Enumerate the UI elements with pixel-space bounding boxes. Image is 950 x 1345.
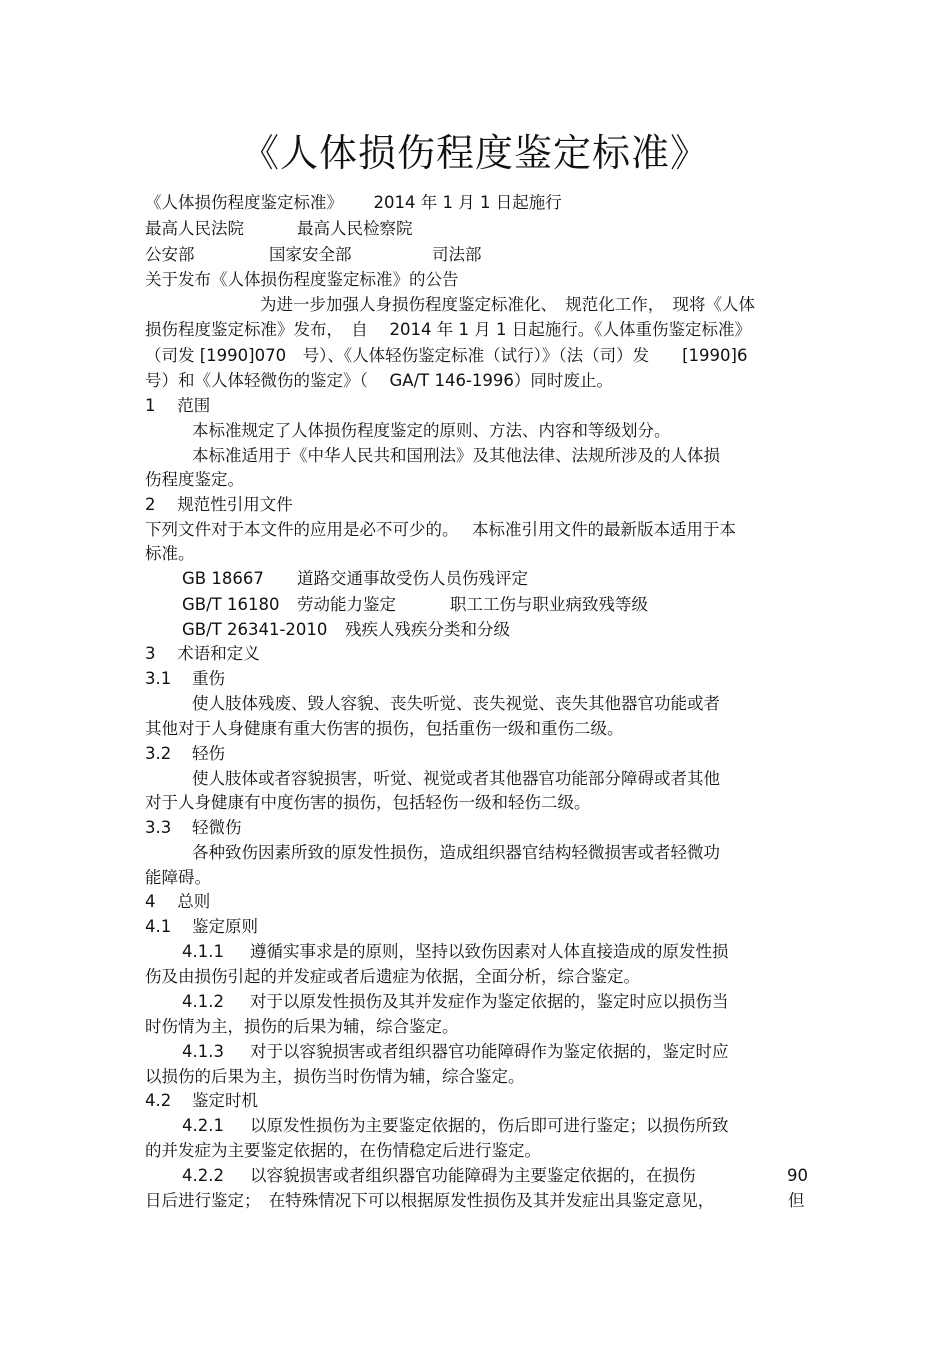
reference-title: 劳动能力鉴定: [297, 595, 396, 614]
paragraph-line: 下列文件对于本文件的应用是必不可少的。 本标准引用文件的最新版本适用于本: [145, 520, 736, 539]
document-title: 《人体损伤程度鉴定标准》: [240, 131, 709, 175]
subsection-name: 鉴定原则: [192, 917, 258, 936]
section-heading: 1 范围: [145, 396, 211, 415]
standard-name: 《人体损伤程度鉴定标准》: [145, 193, 343, 212]
paragraph-line-end: 但: [788, 1191, 805, 1210]
paragraph-line: 时伤情为主，损伤的后果为辅，综合鉴定。: [145, 1017, 459, 1036]
paragraph-line-end: 90: [787, 1166, 808, 1185]
paragraph-line: 伤程度鉴定。: [145, 470, 244, 489]
term-name: 轻伤: [192, 744, 225, 763]
paragraph-line: 日后进行鉴定； 在特殊情况下可以根据原发性损伤及其并发症出具鉴定意见，: [145, 1191, 715, 1210]
notice-line: 为进一步加强人身损伤程度鉴定标准化、 规范化工作， 现将《人体: [260, 295, 755, 314]
issuer-court: 最高人民法院: [145, 219, 244, 238]
paragraph-line: 本标准适用于《中华人民共和国刑法》及其他法律、法规所涉及的人体损: [192, 446, 720, 465]
clause-number: 4.2.1: [182, 1116, 224, 1135]
clause-number: 4.2.2: [182, 1166, 224, 1185]
reference-code: GB/T 26341-2010: [182, 620, 328, 639]
paragraph-line: 标准。: [145, 544, 195, 563]
subsection-number: 4.2: [145, 1091, 172, 1110]
term-number: 3.3: [145, 818, 172, 837]
issuer-state-security: 国家安全部: [269, 245, 352, 264]
standard-line: [145, 192, 562, 214]
paragraph-line: 伤及由损伤引起的并发症或者后遗症为依据，全面分析，综合鉴定。: [145, 967, 640, 986]
section-heading: 4 总则: [145, 892, 211, 911]
subsection-name: 鉴定时机: [192, 1091, 258, 1110]
term-number: 3.1: [145, 669, 172, 688]
paragraph-line: 对于以原发性损伤及其并发症作为鉴定依据的，鉴定时应以损伤当: [250, 992, 729, 1011]
reference-title: 道路交通事故受伤人员伤残评定: [297, 569, 528, 588]
term-name: 重伤: [192, 669, 225, 688]
paragraph-line: 以损伤的后果为主，损伤当时伤情为辅，综合鉴定。: [145, 1067, 525, 1086]
issuer-procuratorate: 最高人民检察院: [297, 219, 413, 238]
issuer-justice: 司法部: [432, 245, 482, 264]
paragraph-line: 对于人身健康有中度伤害的损伤，包括轻伤一级和轻伤二级。: [145, 793, 591, 812]
paragraph-line: 遵循实事求是的原则，坚持以致伤因素对人体直接造成的原发性损: [250, 942, 729, 961]
term-name: 轻微伤: [192, 818, 242, 837]
term-number: 3.2: [145, 744, 172, 763]
issuer-public-security: 公安部: [145, 245, 195, 264]
notice-line: 损伤程度鉴定标准》发布， 自 2014 年 1 月 1 日起施行。《人体重伤鉴定标准》: [145, 320, 751, 339]
notice-line: 号）和《人体轻微伤的鉴定》（ GA/T 146-1996）同时废止。: [145, 371, 613, 390]
effective-date: 2014 年 1 月 1 日起施行: [373, 193, 562, 212]
reference-code: GB/T 16180: [182, 595, 280, 614]
reference-title: 残疾人残疾分类和分级: [345, 620, 510, 639]
paragraph-line: 使人肢体或者容貌损害，听觉、视觉或者其他器官功能部分障碍或者其他: [192, 769, 720, 788]
subsection-number: 4.1: [145, 917, 172, 936]
paragraph-line: 以原发性损伤为主要鉴定依据的，伤后即可进行鉴定；以损伤所致: [250, 1116, 729, 1135]
reference-title: 职工工伤与职业病致残等级: [450, 595, 648, 614]
paragraph-line: 能障碍。: [145, 868, 211, 887]
paragraph-line: 其他对于人身健康有重大伤害的损伤，包括重伤一级和重伤二级。: [145, 719, 624, 738]
clause-number: 4.1.2: [182, 992, 224, 1011]
reference-code: GB 18667: [182, 569, 264, 588]
paragraph-line: 使人肢体残废、毁人容貌、丧失听觉、丧失视觉、丧失其他器官功能或者: [192, 694, 720, 713]
notice-line: （司发 [1990]070 号）、《人体轻伤鉴定标准（试行）》（法（司）发 [1990]6: [145, 346, 748, 365]
paragraph-line: 本标准规定了人体损伤程度鉴定的原则、方法、内容和等级划分。: [192, 421, 671, 440]
clause-number: 4.1.3: [182, 1042, 224, 1061]
paragraph-line: 以容貌损害或者组织器官功能障碍为主要鉴定依据的，在损伤: [250, 1166, 696, 1185]
section-heading: 3 术语和定义: [145, 644, 260, 663]
clause-number: 4.1.1: [182, 942, 224, 961]
paragraph-line: 的并发症为主要鉴定依据的，在伤情稳定后进行鉴定。: [145, 1141, 541, 1160]
paragraph-line: 各种致伤因素所致的原发性损伤，造成组织器官结构轻微损害或者轻微功: [192, 843, 720, 862]
section-heading: 2 规范性引用文件: [145, 495, 293, 514]
paragraph-line: 对于以容貌损害或者组织器官功能障碍作为鉴定依据的，鉴定时应: [250, 1042, 729, 1061]
notice-title: 关于发布《人体损伤程度鉴定标准》的公告: [145, 270, 459, 289]
